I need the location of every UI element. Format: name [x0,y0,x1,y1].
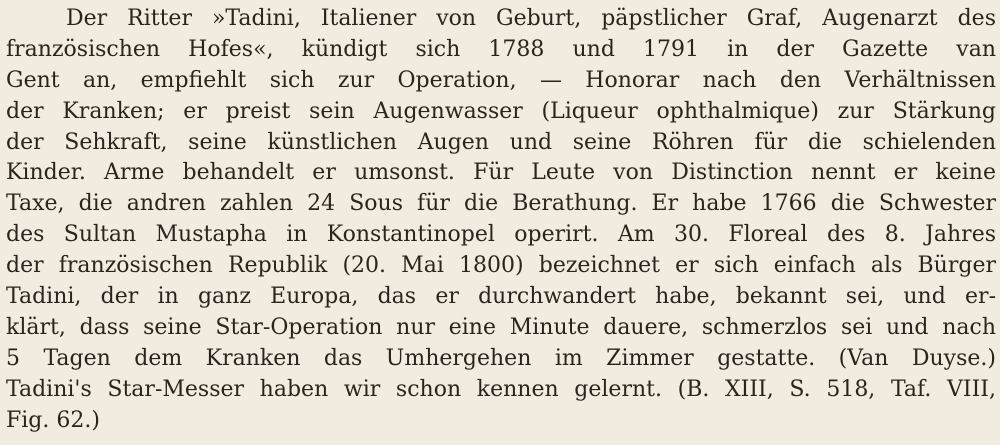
text-line: der französischen Republik (20. Mai 1800) bezeichnet er sich einfach als Bürger [6,253,996,279]
text-line: Fig. 62.) [6,407,100,433]
text-line: 5 Tagen dem Kranken das Umhergehen im Zimmer gestatte. (Van Duyse.) [6,345,996,371]
text-line: Der Ritter »Tadini, Italiener von Geburt, päpstlicher Graf, Augenarzt des [66,6,996,31]
text-line: Taxe, die andren zahlen 24 Sous für die Berathung. Er habe 1766 die Schwester [6,191,996,217]
text-line: Tadini, der in ganz Europa, das er durchwandert habe, bekannt sei, und er- [6,284,996,310]
text-line: Kinder. Arme behandelt er umsonst. Für Leute von Distinction nennt er keine [6,160,996,186]
text-line: der Kranken; er preist sein Augenwasser (Liqueur ophthalmique) zur Stärkung [6,98,996,124]
text-line: französischen Hofes«, kündigt sich 1788 und 1791 in der Gazette van [6,36,996,62]
text-line: klärt, dass seine Star-Operation nur eine Minute dauere, schmerzlos sei und nach [6,314,996,340]
text-line: des Sultan Mustapha in Konstantinopel operirt. Am 30. Floreal des 8. Jahres [6,222,996,248]
text-line: Gent an, empfiehlt sich zur Operation, — Honorar nach den Verhältnissen [6,67,996,93]
text-line: der Sehkraft, seine künstlichen Augen und seine Röhren für die schielenden [6,129,996,155]
paragraph [6,4,996,436]
text-line: Tadini's Star-Messer haben wir schon kennen gelernt. (B. XIII, S. 518, Taf. VIII, [6,376,996,402]
